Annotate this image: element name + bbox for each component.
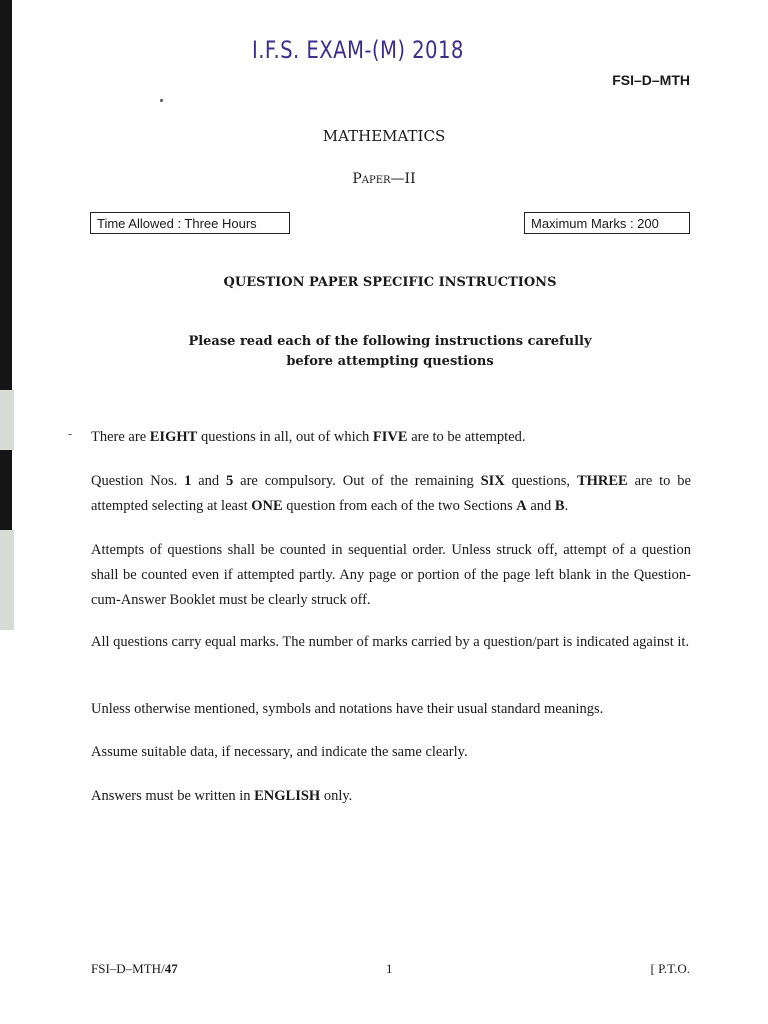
pto-label: [ P.T.O. (650, 961, 690, 976)
body-text: are compulsory. Out of the remaining (233, 473, 481, 489)
footer-code-number: 47 (164, 961, 178, 976)
emphasis-text: ONE (251, 498, 283, 514)
body-text: are to be attempted. (407, 429, 526, 445)
instruction-paragraph (91, 425, 691, 450)
emphasis-text: SIX (480, 473, 505, 489)
body-text: questions, (504, 473, 577, 489)
body-text: Attempts of questions shall be counted in sequential order. Unless struck off, attempt of a question shall be counted even if attempted partly. Any page or portion of the page left blank in the Question-cum-Answer Booklet must be clearly struck off. (91, 542, 691, 608)
instruction-paragraph (91, 697, 691, 722)
instruction-paragraph (91, 630, 691, 655)
instruction-paragraph (91, 740, 691, 765)
body-text: Answers must be written in (91, 788, 255, 804)
body-text: Unless otherwise mentioned, symbols and notations have their usual standard meanings. (91, 701, 604, 717)
body-text: There are (91, 429, 150, 445)
body-text: question from each of the two Sections (282, 498, 517, 514)
subject-title: MATHEMATICS (322, 127, 446, 145)
body-text: Assume suitable data, if necessary, and indicate the same clearly. (91, 744, 468, 760)
paper-number: Paper—II (352, 171, 416, 187)
body-text: questions in all, out of which (197, 429, 373, 445)
emphasis-text: 5 (226, 473, 234, 489)
exam-title: I.F.S. EXAM-(M) 2018 (252, 36, 464, 64)
body-text: are to be attempted selecting at least (91, 473, 691, 514)
body-text: and (526, 498, 555, 514)
body-text: . (564, 498, 569, 514)
scan-speck (160, 99, 163, 102)
emphasis-text: A (516, 498, 527, 514)
emphasis-text: EIGHT (149, 429, 198, 445)
emphasis-text: 1 (184, 473, 192, 489)
footer-code-prefix: FSI–D–MTH/ (91, 961, 165, 976)
subheading-line: before attempting questions (286, 354, 494, 369)
body-text: and (191, 473, 227, 489)
emphasis-text: THREE (576, 473, 628, 489)
body-text: Question Nos. (91, 473, 185, 489)
max-marks: Maximum Marks : 200 (531, 215, 659, 231)
instruction-paragraph (91, 784, 691, 809)
body-text: only. (320, 788, 353, 804)
paper-code: FSI–D–MTH (612, 72, 690, 88)
emphasis-text: ENGLISH (254, 788, 321, 804)
max-marks-box (524, 212, 690, 234)
footer-code (91, 961, 178, 977)
instructions-subheading (0, 332, 768, 372)
page-number: 1 (386, 961, 393, 976)
subheading-line: Please read each of the following instructions carefully (188, 334, 592, 349)
emphasis-text: B (554, 498, 565, 514)
scan-speck (68, 434, 72, 435)
instructions-heading: QUESTION PAPER SPECIFIC INSTRUCTIONS (223, 275, 557, 290)
instruction-paragraph (91, 538, 691, 613)
time-allowed: Time Allowed : Three Hours (97, 215, 257, 231)
emphasis-text: FIVE (372, 429, 408, 445)
time-allowed-box (90, 212, 290, 234)
scan-edge (0, 0, 14, 1024)
instruction-paragraph (91, 469, 691, 519)
body-text: All questions carry equal marks. The number of marks carried by a question/part is indicated against it. (91, 634, 690, 650)
